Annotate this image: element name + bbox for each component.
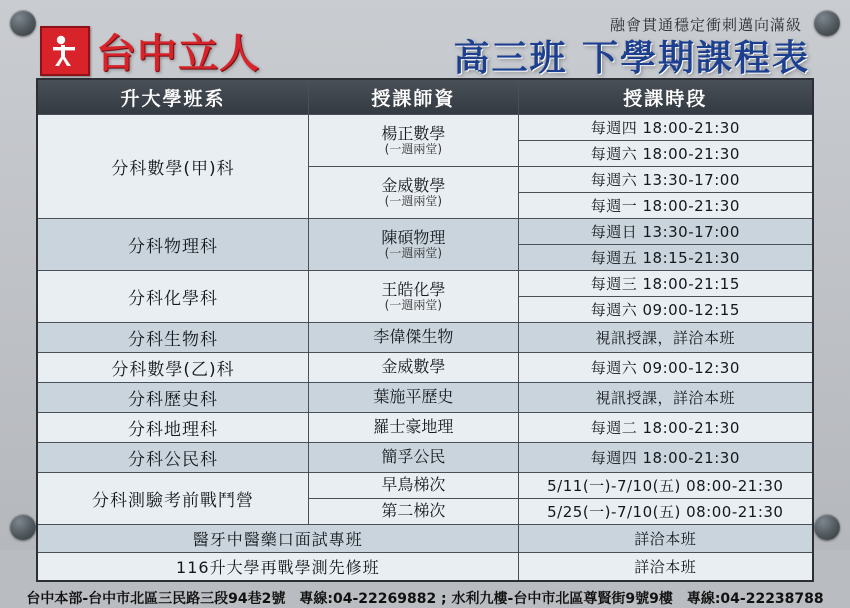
table-row [37,271,813,297]
cell-subject: 分科化學科 [37,271,309,323]
cell-time: 每週六 09:00-12:30 [518,353,813,383]
cell-time: 每週四 18:00-21:30 [518,443,813,473]
cell-time: 每週日 13:30-17:00 [518,219,813,245]
cell-subject: 分科測驗考前戰鬥營 [37,473,309,525]
bolt-bottom-left [10,514,36,540]
cell-teacher: 楊正數學 (一週兩堂) [309,115,519,167]
cell-program-name: 醫牙中醫藥口面試專班 [37,525,518,553]
cell-time: 每週六 09:00-12:15 [518,297,813,323]
table-row [37,473,813,499]
cell-subject: 分科生物科 [37,323,309,353]
table-body [37,115,813,582]
cell-subject: 分科物理科 [37,219,309,271]
table-row [37,115,813,141]
cell-teacher: 陳碩物理 (一週兩堂) [309,219,519,271]
logo-text: 台中立人 [96,31,260,77]
logo [40,22,260,79]
cell-time: 每週四 18:00-21:30 [518,115,813,141]
cell-program-name: 116升大學再戰學測先修班 [37,553,518,582]
page-title: 高三班 下學期課程表 [453,38,810,79]
column-header-class: 升大學班系 [37,79,309,115]
cell-time: 每週六 13:30-17:00 [518,167,813,193]
cell-teacher: 金威數學 (一週兩堂) [309,167,519,219]
cell-time: 視訊授課，詳洽本班 [518,323,813,353]
table-row [37,553,813,582]
table-row [37,383,813,413]
cell-time: 每週一 18:00-21:30 [518,193,813,219]
cell-subject: 分科公民科 [37,443,309,473]
table-row [37,323,813,353]
footer-contact: 台中本部-台中市北區三民路三段94巷2號 專線:04-22269882 ; 水利九樓-台中市北區尊賢街9號9樓 專線:04-22238788 [26,591,824,607]
column-header-time: 授課時段 [518,79,813,115]
slogan: 融會貫通穩定衝刺邁向滿級 [609,16,802,34]
table-header-row [37,79,813,115]
cell-time: 5/11(一)-7/10(五) 08:00-21:30 [518,473,813,499]
cell-teacher: 金威數學 [309,353,519,383]
table-row [37,525,813,553]
cell-teacher: 葉施平歷史 [309,383,519,413]
table-row [37,443,813,473]
cell-subject: 分科數學(乙)科 [37,353,309,383]
cell-time: 5/25(一)-7/10(五) 08:00-21:30 [518,499,813,525]
poster-header [0,0,850,78]
cell-program-info: 詳洽本班 [518,525,813,553]
cell-subject: 分科數學(甲)科 [37,115,309,219]
cell-teacher: 早鳥梯次 [309,473,519,499]
cell-time: 每週二 18:00-21:30 [518,413,813,443]
cell-teacher: 第二梯次 [309,499,519,525]
cell-time: 每週三 18:00-21:15 [518,271,813,297]
column-header-teacher: 授課師資 [309,79,519,115]
person-figure-icon [40,26,90,76]
schedule-table-wrap [0,78,850,582]
schedule-table [36,78,814,582]
table-row [37,353,813,383]
cell-teacher: 簡孚公民 [309,443,519,473]
table-row [37,413,813,443]
table-row [37,219,813,245]
bolt-bottom-right [814,514,840,540]
cell-subject: 分科地理科 [37,413,309,443]
cell-subject: 分科歷史科 [37,383,309,413]
cell-program-info: 詳洽本班 [518,553,813,582]
cell-time: 每週五 18:15-21:30 [518,245,813,271]
cell-time: 每週六 18:00-21:30 [518,141,813,167]
cell-teacher: 李偉傑生物 [309,323,519,353]
cell-time: 視訊授課，詳洽本班 [518,383,813,413]
cell-teacher: 王皓化學 (一週兩堂) [309,271,519,323]
cell-teacher: 羅士豪地理 [309,413,519,443]
